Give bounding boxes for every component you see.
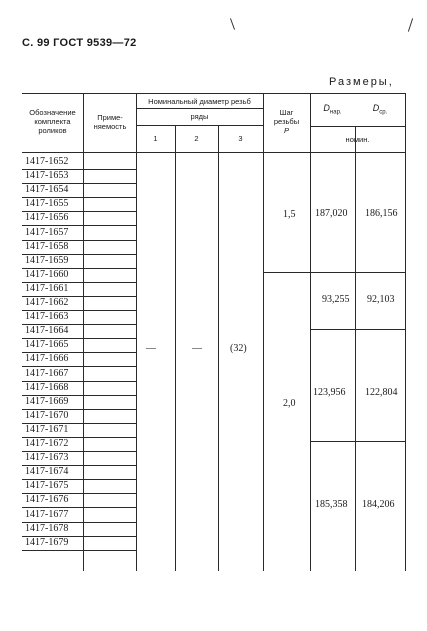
group4-dnar: 185,358 xyxy=(315,499,348,510)
designation-code: 1417-1653 xyxy=(25,170,69,182)
group1-dnar: 187,020 xyxy=(315,208,348,219)
designation-code: 1417-1673 xyxy=(25,452,69,464)
row-rule xyxy=(22,550,136,551)
pitch-value-1: 1,5 xyxy=(283,209,296,220)
pitch-value-2: 2,0 xyxy=(283,398,296,409)
designation-code: 1417-1670 xyxy=(25,409,69,421)
designation-code: 1417-1661 xyxy=(25,282,69,294)
scan-mark xyxy=(230,18,235,30)
designation-code: 1417-1660 xyxy=(25,268,69,280)
designation-code: 1417-1664 xyxy=(25,325,69,337)
designation-code: 1417-1671 xyxy=(25,423,69,435)
designation-code: 1417-1652 xyxy=(25,156,69,167)
designation-code: 1417-1663 xyxy=(25,311,69,323)
col-nominal-diameter-header: Номинальный диаметр резьб xyxy=(148,97,251,106)
page-header: С. 99 ГОСТ 9539—72 xyxy=(22,37,137,49)
col-designation-header: Обозначение комплекта роликов xyxy=(29,108,76,135)
group1-dsr: 186,156 xyxy=(365,208,398,219)
group2-dnar: 93,255 xyxy=(322,294,350,305)
designation-code: 1417-1677 xyxy=(25,508,69,520)
row2-value: — xyxy=(192,343,202,354)
row3-value: (32) xyxy=(230,343,247,354)
group2-dsr: 92,103 xyxy=(367,294,395,305)
designation-code: 1417-1678 xyxy=(25,522,69,534)
scan-mark xyxy=(408,18,413,32)
col-pitch-header: Шаг резьбы P xyxy=(273,108,300,135)
designation-code: 1417-1657 xyxy=(25,226,69,238)
designation-code: 1417-1667 xyxy=(25,367,69,379)
designation-code: 1417-1665 xyxy=(25,339,69,351)
designation-code: 1417-1672 xyxy=(25,438,69,449)
row-number-2: 2 xyxy=(194,134,199,143)
designation-code: 1417-1662 xyxy=(25,297,69,308)
col-dnar-header: $D_{нар.}$ xyxy=(323,103,342,116)
designation-code: 1417-1674 xyxy=(25,466,69,478)
designation-code: 1417-1659 xyxy=(25,254,69,266)
nominal-header: номин. xyxy=(345,135,370,144)
designation-code: 1417-1656 xyxy=(25,212,69,224)
designation-code: 1417-1668 xyxy=(25,381,69,393)
group3-dsr: 122,804 xyxy=(365,387,398,398)
designation-code: 1417-1658 xyxy=(25,240,69,252)
group3-dnar: 123,956 xyxy=(313,387,346,398)
designation-code: 1417-1655 xyxy=(25,198,69,210)
designation-code: 1417-1666 xyxy=(25,353,69,365)
table-title: Размеры, xyxy=(329,76,394,88)
row-number-1: 1 xyxy=(153,134,158,143)
designation-code: 1417-1669 xyxy=(25,395,69,407)
designation-code: 1417-1675 xyxy=(25,480,69,492)
group4-dsr: 184,206 xyxy=(362,499,395,510)
designation-code: 1417-1654 xyxy=(25,184,69,196)
designation-code: 1417-1679 xyxy=(25,536,69,548)
designation-code: 1417-1676 xyxy=(25,494,69,506)
col-applicability-header: Приме- няемость xyxy=(93,113,127,131)
row-number-3: 3 xyxy=(238,134,243,143)
row1-value: — xyxy=(146,343,156,354)
col-rows-header: ряды xyxy=(190,112,209,121)
col-dsr-header: $D_{ср.}$ xyxy=(372,103,388,116)
